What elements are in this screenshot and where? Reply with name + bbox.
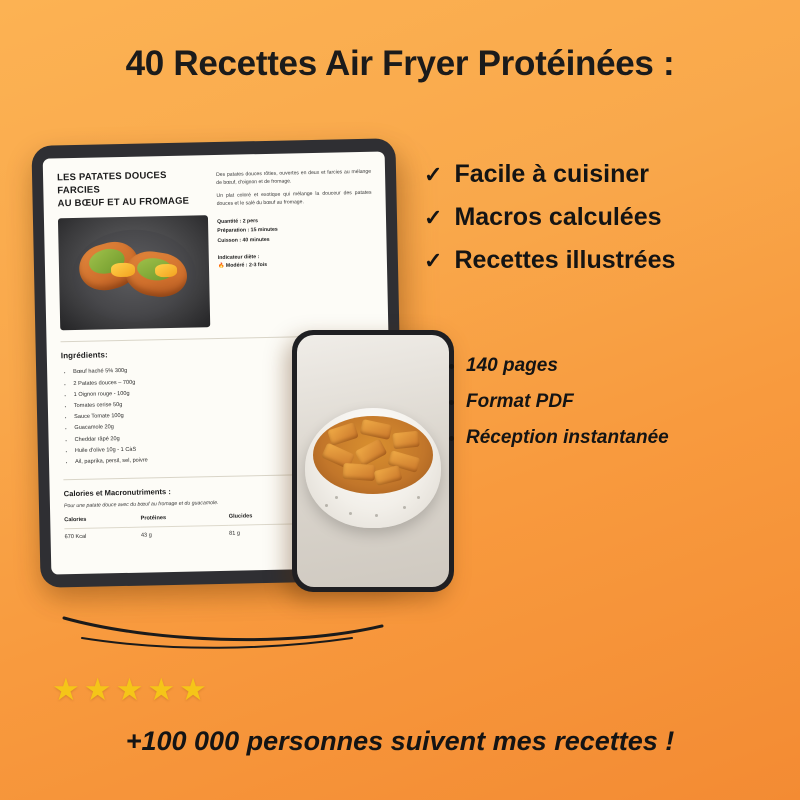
diet-indicator xyxy=(218,252,373,269)
macros-note: Pour une patate douce avec du bœuf au fromage et du guacamole. xyxy=(63,500,219,510)
column-header: Protéines xyxy=(140,515,167,522)
diet-value: Modéré : 2-3 fois xyxy=(225,262,268,270)
bowl-shape xyxy=(305,408,441,528)
recipe-title-line1: LES PATATES DOUCES FARCIES xyxy=(56,170,167,197)
potato-piece xyxy=(392,431,420,450)
recipe-description-2: Un plat coloré et exotique qui mélange la douceur des patates douces et le salé du bœuf au fromage. xyxy=(216,190,372,208)
checklist-item-label: Recettes illustrées xyxy=(454,246,676,274)
recipe-description-1: Des patates douces rôties, ouvertes en deux et farcies au mélange de bœuf, d'oignon et de fromage. xyxy=(215,168,372,187)
recipe-photo xyxy=(58,216,210,331)
swoosh-decoration xyxy=(60,608,390,654)
list-item: • Sauce Tomate 100g xyxy=(74,406,376,424)
list-item: • 1 Oignon rouge - 100g xyxy=(74,384,376,402)
bowl-speck xyxy=(325,504,328,507)
check-icon: ✓ xyxy=(424,162,443,187)
footer-text: +100 000 personnes suivent mes recettes ! xyxy=(125,726,675,756)
checklist-item xyxy=(424,160,774,189)
phone-device-mockup xyxy=(292,330,454,592)
table-cell: 670 Kcal xyxy=(64,527,141,540)
list-item: • Guacamole 20g xyxy=(74,417,376,435)
list-item: • Ail, paprika, persil, sel, poivre xyxy=(75,451,377,469)
feature-checklist xyxy=(424,160,774,289)
checklist-item xyxy=(424,246,774,275)
macros-title: Calories et Macronutriments : xyxy=(63,487,171,499)
recipe-meta xyxy=(217,214,373,246)
checklist-item-label: Facile à cuisiner xyxy=(454,160,649,188)
list-item: • Cheddar râpé 20g xyxy=(74,428,376,446)
cheese-shape xyxy=(111,263,135,277)
check-icon: ✓ xyxy=(424,248,443,273)
list-item: • 140 pages xyxy=(466,348,782,384)
list-item: • 2 Patates douces – 700g xyxy=(73,372,375,390)
column-header: Calories xyxy=(64,516,87,524)
check-icon: ✓ xyxy=(424,205,443,230)
column-header: Glucides xyxy=(228,513,253,520)
list-item: • Réception instantanée xyxy=(466,420,782,456)
list-item: • Format PDF xyxy=(466,384,782,420)
bowl-speck xyxy=(349,512,352,515)
recipe-quantity: Quantité : 2 pers xyxy=(216,217,259,225)
list-item: • Tomates cerise 50g xyxy=(74,395,376,413)
list-item: • Bœuf haché 5% 300g xyxy=(73,361,375,379)
bowl-speck xyxy=(375,514,378,517)
checklist-item xyxy=(424,203,774,232)
bowl-speck xyxy=(335,496,338,499)
flame-icon: 🔥 xyxy=(217,263,225,270)
bowl-speck xyxy=(403,506,406,509)
potato-piece xyxy=(342,463,375,481)
ingredients-title: Ingrédients: xyxy=(60,350,108,361)
phone-screen xyxy=(297,335,449,587)
cheese-shape xyxy=(155,264,177,277)
recipe-title-line2: AU BŒUF ET AU FROMAGE xyxy=(57,195,190,209)
page-title: 40 Recettes Air Fryer Protéinées : xyxy=(125,44,675,83)
product-details-list xyxy=(452,348,782,456)
star-rating: ★★★★★ xyxy=(52,672,211,707)
table-cell: 81 g xyxy=(229,524,311,537)
bowl-speck xyxy=(417,496,420,499)
list-item: • Huile d'olive 10g - 1 CàS xyxy=(75,439,377,457)
recipe-cook-time: Cuisson : 40 minutes xyxy=(217,236,270,244)
diet-label: Indicateur diète : xyxy=(217,254,260,262)
checklist-item-label: Macros calculées xyxy=(454,203,662,231)
table-cell: 43 g xyxy=(141,525,229,538)
recipe-prep-time: Préparation : 15 minutes xyxy=(217,226,278,235)
